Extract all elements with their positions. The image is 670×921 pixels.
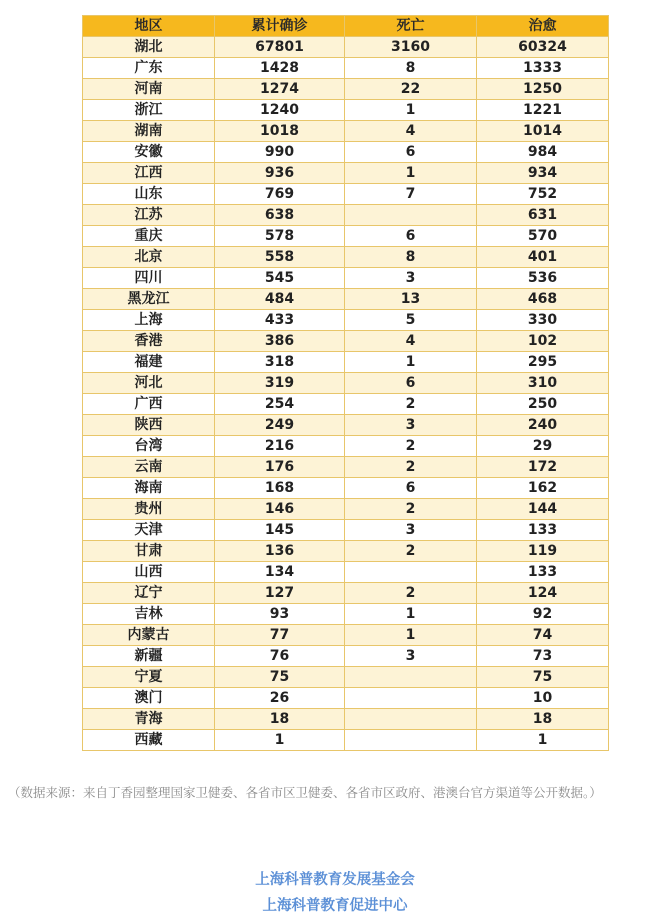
cell-confirmed: 77 (215, 625, 345, 646)
cell-region: 辽宁 (83, 583, 215, 604)
cell-recovered: 74 (477, 625, 609, 646)
cell-recovered: 172 (477, 457, 609, 478)
cell-deaths: 7 (345, 184, 477, 205)
cell-deaths: 1 (345, 604, 477, 625)
cell-deaths: 6 (345, 478, 477, 499)
cell-deaths (345, 709, 477, 730)
cell-confirmed: 176 (215, 457, 345, 478)
cell-recovered: 119 (477, 541, 609, 562)
cell-recovered: 29 (477, 436, 609, 457)
cell-region: 江西 (83, 163, 215, 184)
table-row (83, 730, 609, 751)
cell-region: 黑龙江 (83, 289, 215, 310)
cell-region: 湖南 (83, 121, 215, 142)
cell-deaths (345, 688, 477, 709)
cell-recovered: 60324 (477, 37, 609, 58)
cell-region: 香港 (83, 331, 215, 352)
cell-region: 宁夏 (83, 667, 215, 688)
cell-region: 内蒙古 (83, 625, 215, 646)
cell-region: 福建 (83, 352, 215, 373)
cell-region: 山西 (83, 562, 215, 583)
table-row (83, 646, 609, 667)
cell-deaths: 1 (345, 163, 477, 184)
cell-region: 四川 (83, 268, 215, 289)
cell-confirmed: 484 (215, 289, 345, 310)
cell-region: 江苏 (83, 205, 215, 226)
cell-confirmed: 990 (215, 142, 345, 163)
cell-confirmed: 319 (215, 373, 345, 394)
table-row (83, 625, 609, 646)
cell-recovered: 536 (477, 268, 609, 289)
table-row (83, 58, 609, 79)
table-row (83, 436, 609, 457)
table-row (83, 394, 609, 415)
cell-recovered: 250 (477, 394, 609, 415)
cell-recovered: 10 (477, 688, 609, 709)
cell-confirmed: 558 (215, 247, 345, 268)
cell-region: 甘肃 (83, 541, 215, 562)
cell-recovered: 124 (477, 583, 609, 604)
cell-region: 山东 (83, 184, 215, 205)
cell-confirmed: 1274 (215, 79, 345, 100)
cell-region: 河南 (83, 79, 215, 100)
table-row (83, 121, 609, 142)
table-row (83, 604, 609, 625)
cell-confirmed: 433 (215, 310, 345, 331)
table-row (83, 688, 609, 709)
cell-deaths: 6 (345, 373, 477, 394)
cell-confirmed: 545 (215, 268, 345, 289)
cell-confirmed: 168 (215, 478, 345, 499)
cell-deaths: 6 (345, 142, 477, 163)
cell-region: 新疆 (83, 646, 215, 667)
cell-deaths: 22 (345, 79, 477, 100)
cell-deaths: 8 (345, 58, 477, 79)
cell-deaths: 3 (345, 268, 477, 289)
table-row (83, 373, 609, 394)
cell-region: 重庆 (83, 226, 215, 247)
source-note: （数据来源：来自丁香园整理国家卫健委、各省市区卫健委、各省市区政府、港澳台官方渠道等公开数据。） (8, 785, 602, 800)
cell-region: 浙江 (83, 100, 215, 121)
cell-confirmed: 254 (215, 394, 345, 415)
cell-recovered: 330 (477, 310, 609, 331)
cell-deaths: 2 (345, 583, 477, 604)
cell-region: 安徽 (83, 142, 215, 163)
header-region: 地区 (83, 16, 215, 37)
cell-deaths: 3 (345, 520, 477, 541)
footer-org-center: 上海科普教育促进中心 (262, 898, 408, 914)
table-row (83, 667, 609, 688)
cell-confirmed: 216 (215, 436, 345, 457)
cell-recovered: 468 (477, 289, 609, 310)
cell-deaths: 8 (345, 247, 477, 268)
cell-region: 海南 (83, 478, 215, 499)
cell-confirmed: 18 (215, 709, 345, 730)
cell-confirmed: 1 (215, 730, 345, 751)
cell-recovered: 570 (477, 226, 609, 247)
table-row (83, 289, 609, 310)
cell-confirmed: 578 (215, 226, 345, 247)
cell-deaths: 2 (345, 436, 477, 457)
cell-confirmed: 26 (215, 688, 345, 709)
cell-deaths (345, 562, 477, 583)
cell-recovered: 1 (477, 730, 609, 751)
cell-deaths: 4 (345, 121, 477, 142)
cell-deaths: 1 (345, 352, 477, 373)
header-deaths: 死亡 (345, 16, 477, 37)
cell-region: 青海 (83, 709, 215, 730)
cell-deaths: 2 (345, 394, 477, 415)
cell-recovered: 934 (477, 163, 609, 184)
cell-deaths: 1 (345, 100, 477, 121)
cell-confirmed: 249 (215, 415, 345, 436)
cell-region: 河北 (83, 373, 215, 394)
cell-confirmed: 136 (215, 541, 345, 562)
cell-recovered: 133 (477, 520, 609, 541)
table-row (83, 499, 609, 520)
cell-deaths: 2 (345, 541, 477, 562)
cell-recovered: 752 (477, 184, 609, 205)
cell-confirmed: 146 (215, 499, 345, 520)
cell-recovered: 295 (477, 352, 609, 373)
table-row (83, 163, 609, 184)
table-body (83, 37, 609, 751)
table-row (83, 310, 609, 331)
table-row (83, 79, 609, 100)
cell-region: 上海 (83, 310, 215, 331)
cell-region: 台湾 (83, 436, 215, 457)
cell-deaths: 3160 (345, 37, 477, 58)
table-row (83, 520, 609, 541)
table-row (83, 541, 609, 562)
table-row (83, 247, 609, 268)
cell-deaths (345, 205, 477, 226)
cell-deaths: 1 (345, 625, 477, 646)
cell-deaths: 13 (345, 289, 477, 310)
cell-deaths: 4 (345, 331, 477, 352)
table-row (83, 583, 609, 604)
epidemic-table (82, 15, 609, 751)
table-row (83, 205, 609, 226)
cell-recovered: 73 (477, 646, 609, 667)
cell-confirmed: 386 (215, 331, 345, 352)
cell-deaths (345, 667, 477, 688)
table-row (83, 37, 609, 58)
cell-confirmed: 75 (215, 667, 345, 688)
cell-region: 广西 (83, 394, 215, 415)
cell-recovered: 310 (477, 373, 609, 394)
cell-confirmed: 76 (215, 646, 345, 667)
cell-region: 云南 (83, 457, 215, 478)
cell-confirmed: 638 (215, 205, 345, 226)
table-row (83, 184, 609, 205)
cell-recovered: 1221 (477, 100, 609, 121)
cell-confirmed: 127 (215, 583, 345, 604)
cell-recovered: 144 (477, 499, 609, 520)
table-row (83, 268, 609, 289)
cell-region: 北京 (83, 247, 215, 268)
cell-region: 吉林 (83, 604, 215, 625)
cell-confirmed: 1240 (215, 100, 345, 121)
table-row (83, 478, 609, 499)
table-row (83, 709, 609, 730)
table-row (83, 142, 609, 163)
header-recovered: 治愈 (477, 16, 609, 37)
cell-confirmed: 134 (215, 562, 345, 583)
cell-deaths: 5 (345, 310, 477, 331)
cell-region: 西藏 (83, 730, 215, 751)
cell-deaths: 2 (345, 499, 477, 520)
cell-confirmed: 936 (215, 163, 345, 184)
cell-confirmed: 769 (215, 184, 345, 205)
table-row (83, 226, 609, 247)
cell-confirmed: 318 (215, 352, 345, 373)
cell-recovered: 133 (477, 562, 609, 583)
table-row (83, 100, 609, 121)
cell-deaths: 2 (345, 457, 477, 478)
cell-recovered: 18 (477, 709, 609, 730)
table-row (83, 415, 609, 436)
footer-org-foundation: 上海科普教育发展基金会 (255, 872, 415, 888)
cell-recovered: 1333 (477, 58, 609, 79)
cell-confirmed: 145 (215, 520, 345, 541)
table-header-row (83, 16, 609, 37)
cell-recovered: 162 (477, 478, 609, 499)
table-row (83, 562, 609, 583)
cell-recovered: 631 (477, 205, 609, 226)
cell-region: 广东 (83, 58, 215, 79)
cell-deaths: 3 (345, 646, 477, 667)
cell-recovered: 984 (477, 142, 609, 163)
cell-region: 澳门 (83, 688, 215, 709)
table-row (83, 331, 609, 352)
cell-region: 天津 (83, 520, 215, 541)
cell-recovered: 1014 (477, 121, 609, 142)
cell-deaths (345, 730, 477, 751)
cell-deaths: 6 (345, 226, 477, 247)
cell-region: 湖北 (83, 37, 215, 58)
cell-deaths: 3 (345, 415, 477, 436)
cell-confirmed: 1018 (215, 121, 345, 142)
cell-confirmed: 93 (215, 604, 345, 625)
cell-region: 陕西 (83, 415, 215, 436)
table-row (83, 352, 609, 373)
cell-recovered: 102 (477, 331, 609, 352)
table-row (83, 457, 609, 478)
cell-region: 贵州 (83, 499, 215, 520)
cell-confirmed: 1428 (215, 58, 345, 79)
header-confirmed: 累计确诊 (215, 16, 345, 37)
cell-confirmed: 67801 (215, 37, 345, 58)
cell-recovered: 75 (477, 667, 609, 688)
cell-recovered: 92 (477, 604, 609, 625)
cell-recovered: 401 (477, 247, 609, 268)
cell-recovered: 240 (477, 415, 609, 436)
cell-recovered: 1250 (477, 79, 609, 100)
